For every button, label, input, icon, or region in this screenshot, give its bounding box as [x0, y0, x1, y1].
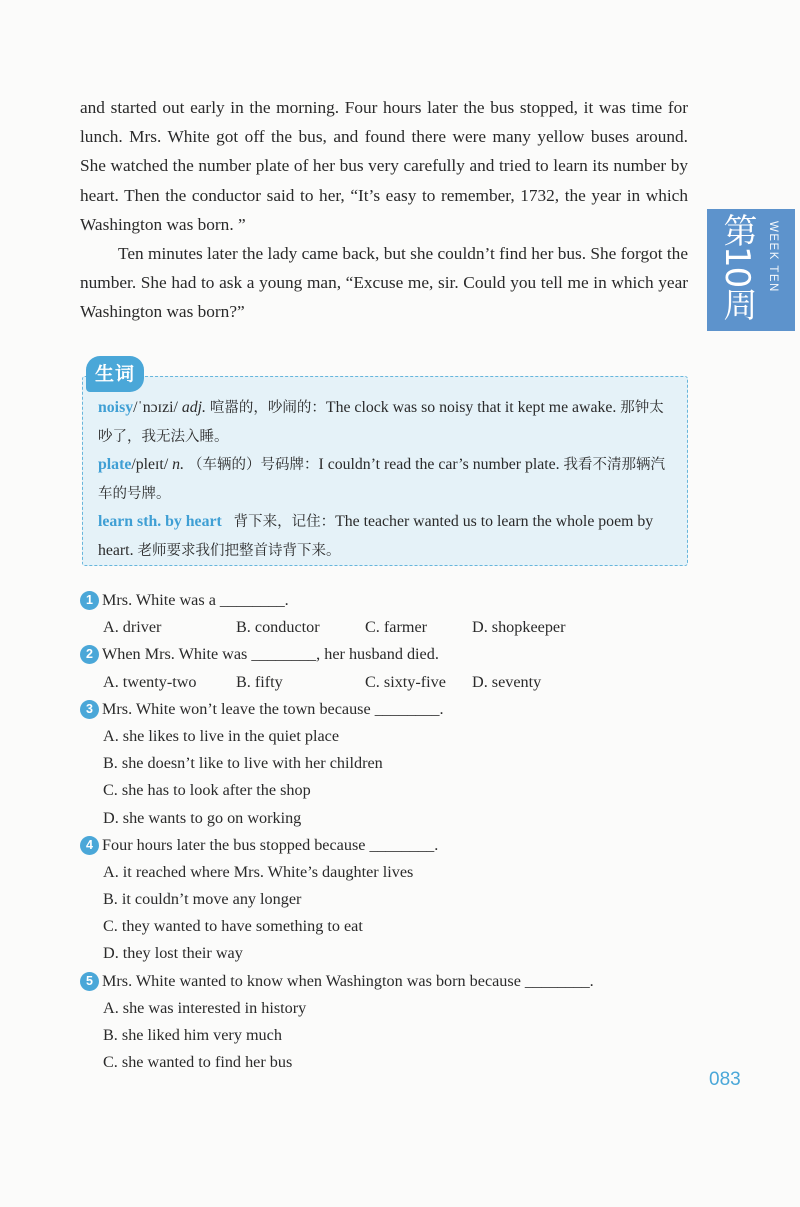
vocab-phonetic: /ˈnɔɪzi/: [133, 399, 178, 416]
vocabulary-badge: 生词: [86, 356, 144, 392]
question-number-badge: 5: [80, 972, 99, 991]
vocab-meaning: 背下来，记住：: [233, 514, 336, 531]
vocab-example: The clock was so noisy that it kept me awake.: [325, 399, 621, 416]
option-c[interactable]: C. she wanted to find her bus: [103, 1053, 293, 1072]
option-a[interactable]: A. she likes to live in the quiet place: [103, 726, 340, 745]
option-a[interactable]: A. she was interested in history: [103, 998, 307, 1017]
question-number-badge: 3: [80, 700, 99, 719]
question-number-badge: 1: [80, 591, 99, 610]
vocab-word: noisy: [98, 399, 134, 416]
question-stem: Mrs. White was a ________.: [102, 591, 289, 609]
question-number-badge: 2: [80, 645, 99, 664]
vocab-example-cn: 我看不清那辆汽车的号牌。: [98, 457, 666, 502]
option-c[interactable]: C. sixty-five: [365, 672, 446, 691]
question-3: [80, 696, 700, 723]
option-a[interactable]: A. driver: [103, 618, 162, 637]
vocab-pos: n.: [172, 456, 185, 474]
option-b[interactable]: B. it couldn’t move any longer: [103, 890, 302, 909]
question-stem: Mrs. White won’t leave the town because ________.: [102, 699, 444, 718]
vocabulary-list: [98, 394, 673, 566]
option-c[interactable]: C. farmer: [365, 618, 428, 637]
option-d[interactable]: D. shopkeeper: [472, 618, 566, 637]
option-b[interactable]: B. she liked him very much: [103, 1026, 282, 1044]
question-4: [80, 832, 700, 859]
week-tab: [707, 209, 795, 331]
vocab-entry-plate: [98, 451, 673, 508]
question-2-options: [80, 669, 700, 696]
passage-paragraph-2: Ten minutes later the lady came back, but she couldn’t find her bus. She forgot the number. She had to ask a young man, “Excuse me, sir. Could you tell me in which year Washington was born?”: [80, 244, 688, 322]
option-b[interactable]: B. conductor: [236, 618, 320, 637]
question-number-badge: 4: [80, 836, 99, 855]
vocab-word: learn sth. by heart: [98, 513, 222, 531]
vocab-entry-noisy: [98, 394, 673, 451]
question-1: [80, 587, 700, 614]
question-stem: Mrs. White wanted to know when Washington was born because ________.: [102, 971, 594, 990]
vocab-example: The teacher wanted us to learn the whole poem by heart.: [98, 513, 654, 559]
option-a[interactable]: A. it reached where Mrs. White’s daughter lives: [103, 862, 414, 881]
vocab-entry-learn-by-heart: [98, 508, 673, 565]
option-c[interactable]: C. she has to look after the shop: [103, 781, 311, 800]
week-tab-english: WEEK TEN: [767, 221, 779, 293]
question-5: [80, 968, 700, 995]
option-c[interactable]: C. they wanted to have something to eat: [103, 917, 363, 936]
vocab-pos: adj.: [181, 399, 206, 416]
option-a[interactable]: A. twenty-two: [103, 672, 197, 691]
option-b[interactable]: B. she doesn’t like to live with her children: [103, 754, 383, 773]
vocab-phonetic: /pleɪt/: [131, 456, 169, 474]
question-2: [80, 641, 700, 668]
option-d[interactable]: D. seventy: [472, 672, 542, 691]
option-d[interactable]: D. they lost their way: [103, 944, 243, 963]
question-1-options: [80, 614, 700, 641]
question-list: [80, 587, 700, 1076]
week-tab-title: 第10周: [717, 213, 757, 321]
page-number: 083: [709, 1069, 741, 1090]
reading-passage: [80, 93, 688, 327]
vocab-example: I couldn’t read the car’s number plate.: [318, 456, 564, 474]
option-d[interactable]: D. she wants to go on working: [103, 808, 302, 827]
question-stem: Four hours later the bus stopped because ________.: [102, 835, 439, 854]
vocab-meaning: （车辆的）号码牌：: [187, 457, 319, 474]
passage-paragraph-1: and started out early in the morning. Four hours later the bus stopped, it was time for lunch. Mrs. White got off the bus, and found there were many yellow buses around. She watched the number plate of her bus very carefully and tried to learn its number by heart. Then the conductor said to her, “It’s easy to remember, 1732, the year in which Washington was born. ”: [80, 98, 688, 234]
option-b[interactable]: B. fifty: [236, 672, 283, 691]
vocab-example-cn: 老师要求我们把整首诗背下来。: [137, 542, 341, 559]
vocab-word: plate: [98, 456, 132, 474]
vocab-meaning: 喧嚣的，吵闹的：: [209, 400, 326, 416]
vocab-example-cn: 那钟太吵了，我无法入睡。: [98, 400, 664, 445]
question-stem: When Mrs. White was ________, her husband died.: [102, 645, 439, 664]
